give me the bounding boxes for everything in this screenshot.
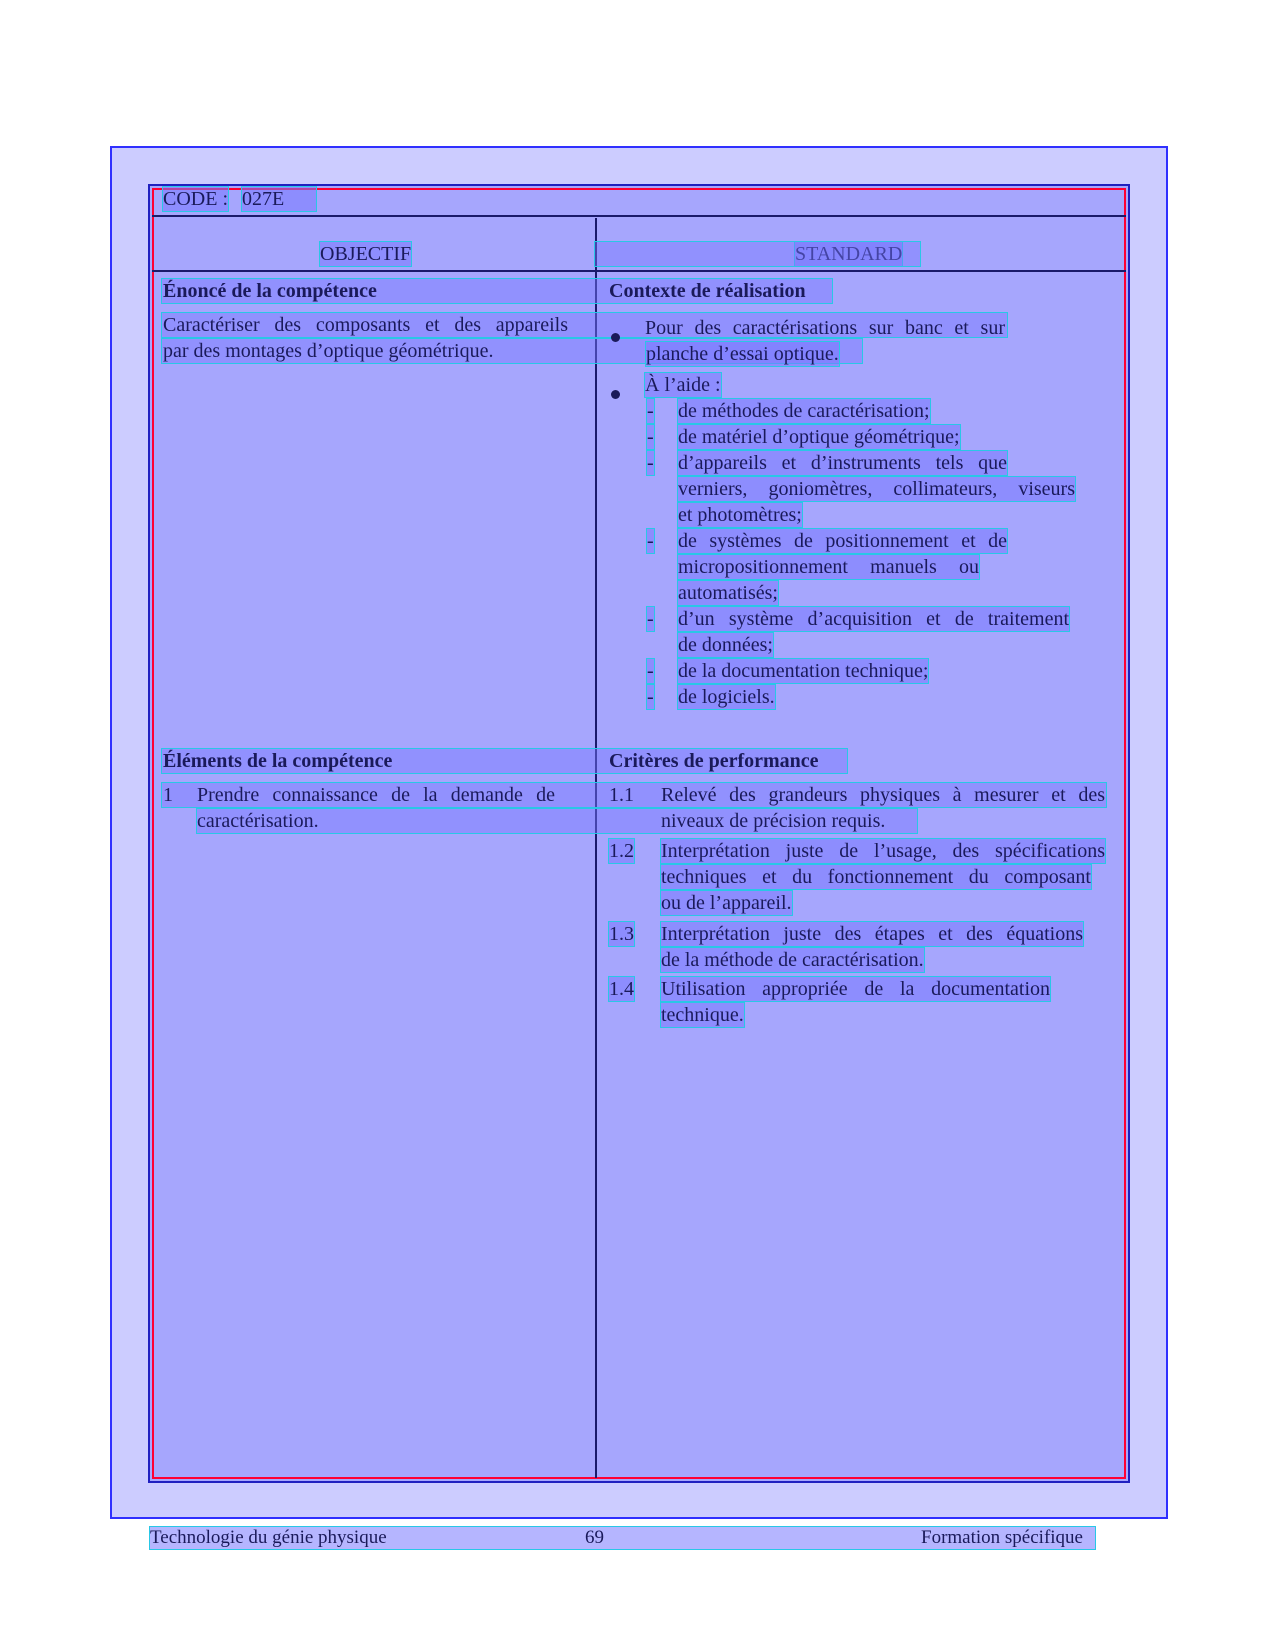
- criterion-3-line-2: de la méthode de caractérisation.: [661, 949, 924, 971]
- criterion-1-line-2: niveaux de précision requis.: [661, 810, 886, 832]
- dash-icon: -: [647, 452, 654, 474]
- dash-icon: -: [647, 400, 654, 422]
- criterion-1-number: 1.1: [609, 784, 634, 806]
- criterion-4-line-1: Utilisation appropriée de la documentation: [661, 978, 1050, 1000]
- dash-icon: -: [647, 426, 654, 448]
- criterion-1-line-1: Relevé des grandeurs physiques à mesurer et des: [661, 784, 1105, 806]
- dash-icon: -: [647, 686, 654, 708]
- element1-line-2: caractérisation.: [197, 810, 319, 832]
- dash-item-5-line-2: de données;: [678, 634, 773, 656]
- dash-item-2: de matériel d’optique géométrique;: [678, 426, 960, 448]
- bullet-icon: [611, 324, 620, 348]
- bullet2-text: À l’aide :: [645, 374, 721, 396]
- code-row-divider: [152, 215, 1126, 217]
- contexte-heading: Contexte de réalisation: [609, 280, 806, 302]
- criteres-heading: Critères de performance: [609, 750, 819, 772]
- bullet-icon: [611, 381, 620, 405]
- code-value: 027E: [242, 187, 316, 211]
- header-divider: [152, 270, 1126, 272]
- standard-header: STANDARD: [795, 243, 903, 265]
- table-border: [152, 188, 1126, 1479]
- page-number: 69: [585, 1527, 604, 1548]
- column-divider: [595, 218, 597, 1478]
- criterion-2-line-2: techniques et du fonctionnement du composant: [661, 866, 1091, 888]
- enonce-line-2: par des montages d’optique géométrique.: [163, 340, 494, 362]
- dash-item-4-line-1: de systèmes de positionnement et de: [678, 530, 1007, 552]
- criterion-3-line-1: Interprétation juste des étapes et des équations: [661, 923, 1083, 945]
- elements-heading: Éléments de la compétence: [163, 750, 393, 772]
- dash-item-6: de la documentation technique;: [678, 660, 929, 682]
- dash-icon: -: [647, 608, 654, 630]
- bullet1-line-1: Pour des caractérisations sur banc et sur: [645, 317, 1005, 339]
- criterion-2-number: 1.2: [609, 840, 634, 862]
- dash-item-3-line-3: et photomètres;: [678, 504, 802, 526]
- criterion-3-number: 1.3: [609, 923, 634, 945]
- dash-item-4-line-3: automatisés;: [678, 582, 778, 604]
- element1-line-1: Prendre connaissance de la demande de: [197, 784, 555, 806]
- footer-left: Technologie du génie physique: [150, 1527, 387, 1548]
- dash-item-4-line-2: micropositionnement manuels ou: [678, 556, 979, 578]
- criterion-2-line-3: ou de l’appareil.: [661, 892, 792, 914]
- dash-item-3-line-1: d’appareils et d’instruments tels que: [678, 452, 1007, 474]
- dash-item-1: de méthodes de caractérisation;: [678, 400, 930, 422]
- footer-right: Formation spécifique: [921, 1527, 1083, 1548]
- objectif-header: OBJECTIF: [320, 243, 412, 265]
- enonce-line-1: Caractériser des composants et des appareils: [163, 314, 568, 336]
- criterion-2-line-1: Interprétation juste de l’usage, des spécifications: [661, 840, 1105, 862]
- dash-icon: -: [647, 660, 654, 682]
- code-label: CODE :: [163, 188, 228, 210]
- element1-number: 1: [163, 784, 173, 806]
- enonce-heading: Énoncé de la compétence: [163, 280, 377, 302]
- dash-item-3-line-2: verniers, goniomètres, collimateurs, viseurs: [678, 478, 1075, 500]
- dash-icon: -: [647, 530, 654, 552]
- criterion-4-line-2: technique.: [661, 1004, 744, 1026]
- bullet1-line-2: planche d’essai optique.: [646, 343, 839, 365]
- header-highlight: [595, 242, 920, 266]
- dash-item-7: de logiciels.: [678, 686, 775, 708]
- dash-item-5-line-1: d’un système d’acquisition et de traitement: [678, 608, 1069, 630]
- criterion-4-number: 1.4: [609, 978, 634, 1000]
